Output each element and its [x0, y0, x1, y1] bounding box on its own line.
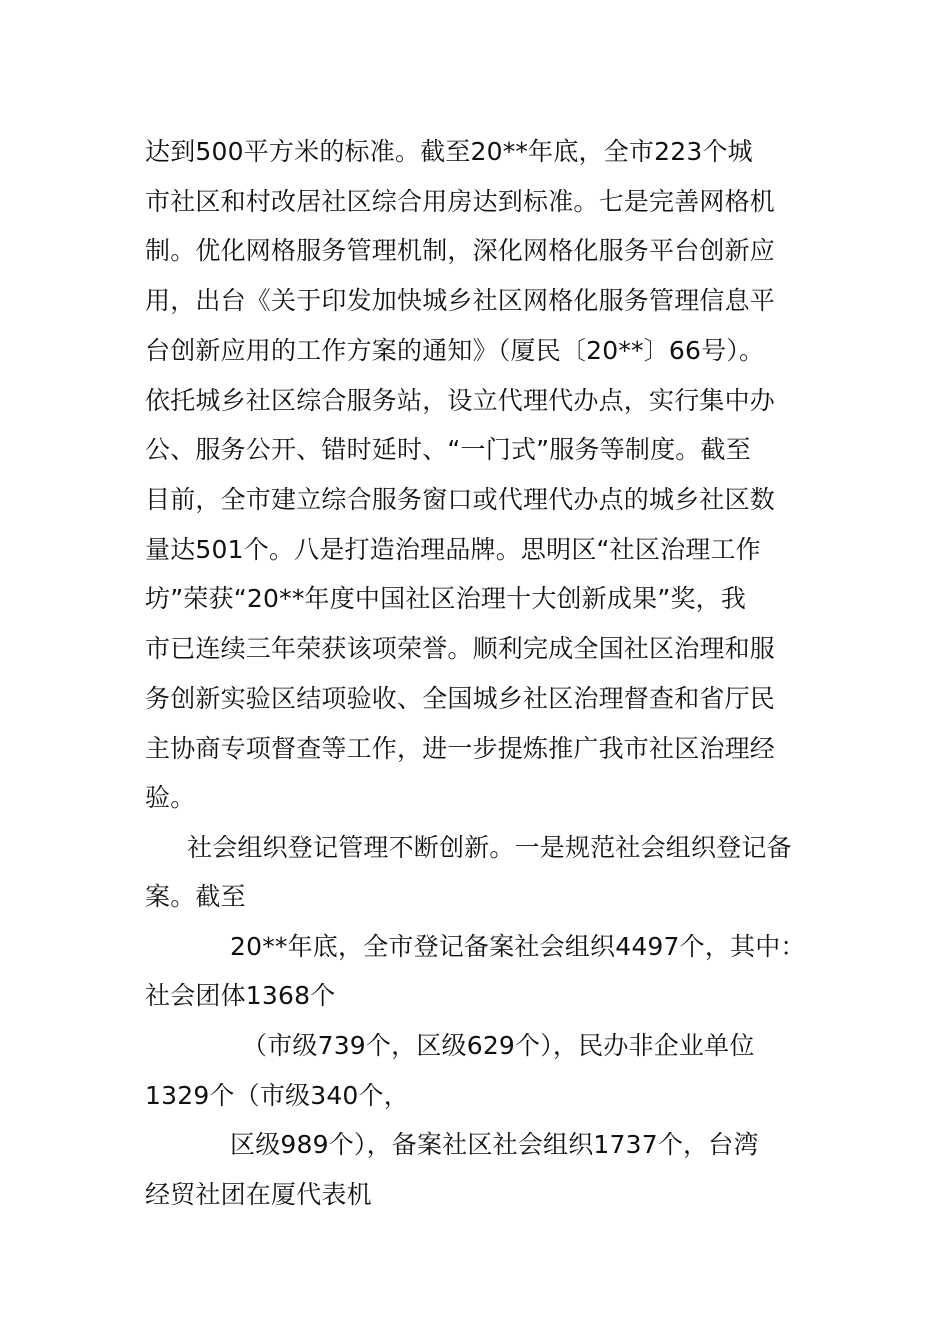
text-line: 市社区和村改居社区综合用房达到标准。七是完善网格机 — [145, 187, 776, 216]
indented-text-line: 区级989个），备案社区社会组织1737个，台湾 — [230, 1130, 759, 1159]
text-line: 市已连续三年荣获该项荣誉。顺利完成全国社区治理和服 — [145, 634, 776, 663]
text-line: 主协商专项督查等工作，进一步提炼推广我市社区治理经 — [145, 734, 776, 763]
text-line: 验。 — [145, 783, 196, 812]
text-line: 坊”荣获“20**年度中国社区治理十大创新成果”奖，我 — [145, 584, 747, 613]
text-line: 案。截至 — [145, 882, 246, 911]
paragraph-first-line: 社会组织登记管理不断创新。一是规范社会组织登记备 — [187, 833, 792, 862]
text-line: 经贸社团在厦代表机 — [145, 1180, 372, 1209]
text-line: 用，出台《关于印发加快城乡社区网格化服务管理信息平 — [145, 286, 776, 315]
indented-text-line: 20**年底，全市登记备案社会组织4497个，其中： — [230, 932, 806, 961]
text-line: 达到500平方米的标准。截至20**年底，全市223个城 — [145, 137, 753, 166]
text-line: 台创新应用的工作方案的通知》（厦民〔20**〕66号）。 — [145, 336, 765, 365]
text-line: 依托城乡社区综合服务站，设立代理代办点，实行集中办 — [145, 386, 776, 415]
text-line: 制。优化网格服务管理机制，深化网格化服务平台创新应 — [145, 236, 776, 265]
text-line: 务创新实验区结项验收、全国城乡社区治理督查和省厅民 — [145, 684, 776, 713]
text-line: 目前，全市建立综合服务窗口或代理代办点的城乡社区数 — [145, 485, 776, 514]
text-line: 1329个（市级340个， — [145, 1081, 409, 1110]
text-line: 量达501个。八是打造治理品牌。思明区“社区治理工作 — [145, 535, 761, 564]
text-line: 社会团体1368个 — [145, 981, 336, 1010]
indented-text-line: （市级739个，区级629个），民办非企业单位 — [242, 1031, 755, 1060]
text-line: 公、服务公开、错时延时、“一门式”服务等制度。截至 — [145, 435, 751, 464]
